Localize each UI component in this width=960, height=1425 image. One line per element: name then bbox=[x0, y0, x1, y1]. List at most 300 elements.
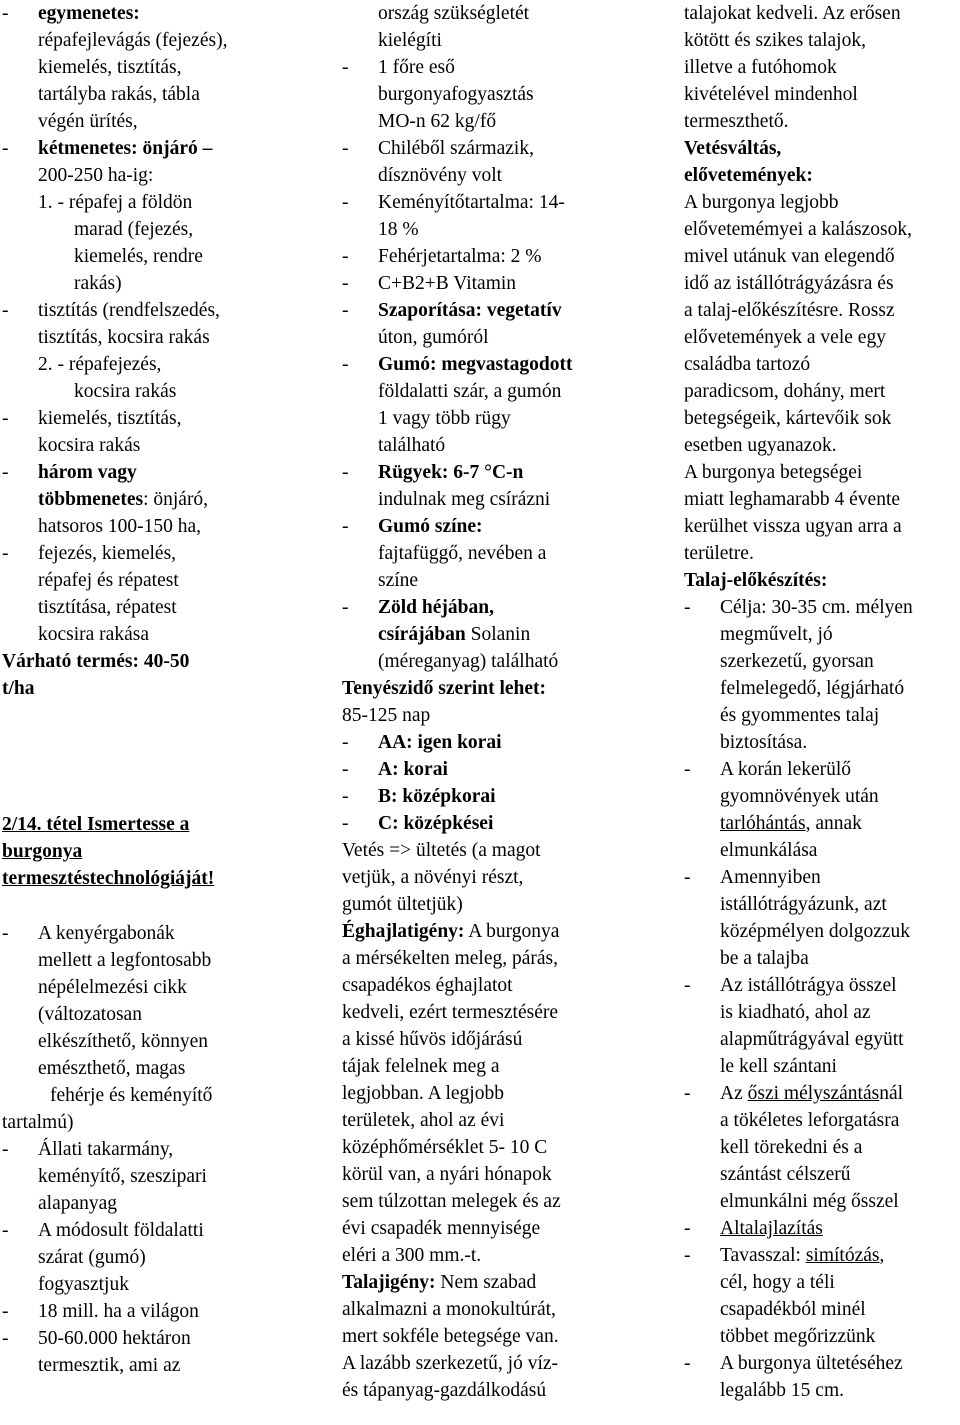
text-line bbox=[720, 1107, 899, 1134]
text-run: kocsira rakás bbox=[74, 381, 177, 402]
text-run: be a talajba bbox=[720, 948, 809, 969]
text-run: keményítő, szeszipari bbox=[38, 1166, 207, 1187]
text-line bbox=[38, 1271, 129, 1298]
text-line bbox=[684, 108, 789, 135]
text-line bbox=[38, 432, 140, 459]
text-run: A burgonya betegségei bbox=[684, 462, 863, 483]
text-line bbox=[342, 243, 542, 270]
text-line bbox=[2, 1325, 191, 1352]
text-line bbox=[342, 999, 558, 1026]
bullet-dash: - bbox=[342, 57, 349, 78]
text-line bbox=[342, 891, 463, 918]
text-run: körül van, a nyári hónapok bbox=[342, 1164, 552, 1185]
text-line bbox=[720, 621, 833, 648]
section-heading: 2/14. tétel Ismertesse a bbox=[2, 814, 190, 835]
text-line bbox=[342, 864, 523, 891]
text-run: kocsira rakása bbox=[38, 624, 149, 645]
text-line bbox=[342, 837, 541, 864]
bullet-dash: - bbox=[342, 786, 349, 807]
text-run: 85-125 nap bbox=[342, 705, 431, 726]
bullet-dash: - bbox=[2, 923, 9, 944]
text-run: szárat (gumó) bbox=[38, 1247, 146, 1268]
text-line bbox=[38, 189, 192, 216]
text-line bbox=[378, 621, 530, 648]
text-run: hatsoros 100-150 ha, bbox=[38, 516, 202, 537]
bullet-dash: - bbox=[342, 354, 349, 375]
text-line bbox=[74, 243, 203, 270]
bold-term: A: korai bbox=[378, 759, 448, 780]
text-line bbox=[2, 1136, 174, 1163]
text-line bbox=[342, 810, 494, 837]
text-line bbox=[684, 162, 813, 189]
text-line bbox=[378, 540, 546, 567]
bullet-dash: - bbox=[684, 1218, 691, 1239]
text-line bbox=[38, 1001, 142, 1028]
text-line bbox=[38, 81, 200, 108]
text-run: Célja: 30-35 cm. mélyen bbox=[720, 597, 913, 618]
bullet-dash: - bbox=[342, 246, 349, 267]
bold-term: AA: igen korai bbox=[378, 732, 502, 753]
text-line bbox=[2, 811, 189, 838]
bold-term: C: középkései bbox=[378, 813, 494, 834]
text-line bbox=[38, 513, 201, 540]
bullet-dash: - bbox=[342, 813, 349, 834]
text-line bbox=[684, 1242, 885, 1269]
text-run: Nem szabad bbox=[435, 1272, 537, 1293]
text-line bbox=[342, 756, 448, 783]
text-run: kiemelés, rendre bbox=[74, 246, 203, 267]
bold-term: Szaporítása: vegetatív bbox=[378, 300, 562, 321]
bullet-dash: - bbox=[2, 408, 9, 429]
text-run: Vetés => ültetés (a magot bbox=[342, 840, 541, 861]
text-line bbox=[720, 783, 879, 810]
text-run: kedveli, ezért termesztésére bbox=[342, 1002, 558, 1023]
text-line bbox=[38, 324, 210, 351]
bold-term: Zöld héjában, bbox=[378, 597, 494, 618]
text-run: Tavasszal: simítózás, bbox=[720, 1245, 885, 1266]
text-line bbox=[720, 702, 879, 729]
text-run: fehérje és keményítő bbox=[50, 1085, 213, 1106]
text-line bbox=[342, 1269, 536, 1296]
bullet-dash: - bbox=[684, 1353, 691, 1374]
text-run: mellett a legfontosabb bbox=[38, 950, 212, 971]
text-line bbox=[684, 864, 821, 891]
text-line bbox=[720, 810, 862, 837]
text-line bbox=[684, 270, 894, 297]
text-run: elővetemémyei a kalászosok, bbox=[684, 219, 912, 240]
text-line bbox=[684, 243, 895, 270]
text-run: legjobban. A legjobb bbox=[342, 1083, 504, 1104]
text-run: tartalmú) bbox=[2, 1112, 74, 1133]
text-run: úton, gumóról bbox=[378, 327, 489, 348]
text-run: Az istállótrágya összel bbox=[720, 975, 897, 996]
text-run: répafej és répatest bbox=[38, 570, 179, 591]
text-line bbox=[342, 1377, 546, 1404]
text-run: emészthető, magas bbox=[38, 1058, 186, 1079]
text-run: középhőmérséklet 5- 10 C bbox=[342, 1137, 548, 1158]
text-run: szerkezetű, gyorsan bbox=[720, 651, 874, 672]
bullet-dash: - bbox=[684, 1083, 691, 1104]
text-run: nál bbox=[879, 1083, 904, 1104]
text-line bbox=[2, 405, 182, 432]
text-line bbox=[342, 972, 513, 999]
bold-term: elővetemények: bbox=[684, 165, 813, 186]
text-line bbox=[342, 513, 483, 540]
underlined-term: simítózás bbox=[805, 1245, 880, 1266]
bold-term: Talajigény: bbox=[342, 1272, 436, 1293]
text-run: végén ürítés, bbox=[38, 111, 138, 132]
text-run: elmunkálása bbox=[720, 840, 818, 861]
text-run: Az őszi mélyszántásnál bbox=[720, 1083, 904, 1104]
text-run: a tökéletes leforgatásra bbox=[720, 1110, 900, 1131]
text-line bbox=[720, 918, 910, 945]
text-run: kötött és szikes talajok, bbox=[684, 30, 866, 51]
text-line bbox=[2, 648, 189, 675]
text-line bbox=[684, 216, 912, 243]
text-line bbox=[378, 432, 445, 459]
bold-term: három vagy bbox=[38, 462, 137, 483]
text-line bbox=[684, 135, 781, 162]
text-run: fejezés, kiemelés, bbox=[38, 543, 177, 564]
text-line bbox=[684, 1350, 903, 1377]
text-run: rakás) bbox=[74, 273, 122, 294]
bold-term: Gumó: megvastagodott bbox=[378, 354, 573, 375]
text-line bbox=[38, 621, 149, 648]
bold-term: B: középkorai bbox=[378, 786, 496, 807]
text-line bbox=[684, 405, 891, 432]
text-run: kell törekedni és a bbox=[720, 1137, 863, 1158]
text-run: kielégíti bbox=[378, 30, 442, 51]
bullet-dash: - bbox=[342, 138, 349, 159]
text-run: 18 mill. ha a világon bbox=[38, 1301, 199, 1322]
bold-term: t/ha bbox=[2, 678, 35, 699]
text-line bbox=[720, 837, 817, 864]
text-line bbox=[342, 729, 502, 756]
text-line bbox=[342, 1080, 504, 1107]
text-run: is kiadható, ahol az bbox=[720, 1002, 871, 1023]
text-line bbox=[720, 1134, 862, 1161]
text-line bbox=[684, 594, 913, 621]
text-run: répafejlevágás (fejezés), bbox=[38, 30, 228, 51]
underlined-term: Altalajlazítás bbox=[720, 1218, 823, 1239]
text-line bbox=[2, 1298, 199, 1325]
text-run: le kell szántani bbox=[720, 1056, 837, 1077]
text-line bbox=[684, 324, 886, 351]
text-run: (méreganyag) található bbox=[378, 651, 559, 672]
text-line bbox=[342, 1350, 558, 1377]
text-line bbox=[342, 1107, 504, 1134]
text-line bbox=[342, 1215, 540, 1242]
text-line bbox=[2, 1109, 73, 1136]
bullet-dash: - bbox=[342, 597, 349, 618]
text-run: elmunkálni még ősszel bbox=[720, 1191, 899, 1212]
text-run: termesztik, ami az bbox=[38, 1355, 181, 1376]
text-line bbox=[342, 135, 534, 162]
text-line bbox=[684, 972, 897, 999]
text-run: kerülhet vissza ugyan arra a bbox=[684, 516, 902, 537]
text-line bbox=[684, 351, 810, 378]
text-line bbox=[2, 920, 175, 947]
text-run: a mérsékelten meleg, párás, bbox=[342, 948, 559, 969]
text-line bbox=[38, 1055, 185, 1082]
text-line bbox=[684, 459, 862, 486]
text-run: talajokat kedveli. Az erősen bbox=[684, 3, 901, 24]
bold-term: Tenyészidő szerint lehet: bbox=[342, 678, 546, 699]
text-line bbox=[720, 648, 874, 675]
text-line bbox=[684, 756, 852, 783]
text-run: Amennyiben bbox=[720, 867, 821, 888]
text-line bbox=[378, 162, 502, 189]
bullet-dash: - bbox=[342, 273, 349, 294]
text-line bbox=[74, 378, 176, 405]
bold-term: kétmenetes: önjáró – bbox=[38, 138, 213, 159]
text-line bbox=[342, 702, 430, 729]
text-line bbox=[378, 216, 419, 243]
text-run: vetjük, a növényi részt, bbox=[342, 867, 524, 888]
text-run: illetve a futóhomok bbox=[684, 57, 837, 78]
text-run: megvastagodott bbox=[436, 354, 573, 375]
text-run: A burgonya ültetéséhez bbox=[720, 1353, 903, 1374]
text-line bbox=[378, 405, 511, 432]
text-line bbox=[720, 1053, 837, 1080]
text-run: indulnak meg csírázni bbox=[378, 489, 551, 510]
text-line bbox=[2, 1217, 204, 1244]
text-run: A módosult földalatti bbox=[38, 1220, 204, 1241]
bold-term: Várható termés: 40-50 bbox=[2, 651, 190, 672]
text-line bbox=[378, 567, 418, 594]
text-line bbox=[2, 297, 220, 324]
text-run: cél, hogy a téli bbox=[720, 1272, 835, 1293]
text-run: gumót ültetjük) bbox=[342, 894, 463, 915]
text-run: középmélyen dolgozzuk bbox=[720, 921, 911, 942]
bullet-dash: - bbox=[2, 3, 9, 24]
bullet-dash: - bbox=[2, 543, 9, 564]
text-run: eléri a 300 mm.-t. bbox=[342, 1245, 482, 1266]
text-run: tisztítása, répatest bbox=[38, 597, 177, 618]
text-line bbox=[74, 270, 122, 297]
text-run: családba tartozó bbox=[684, 354, 811, 375]
bullet-dash: - bbox=[2, 1301, 9, 1322]
text-run: marad (fejezés, bbox=[74, 219, 194, 240]
text-line bbox=[378, 81, 534, 108]
text-run: termeszthető. bbox=[684, 111, 789, 132]
text-run: csapadékból minél bbox=[720, 1299, 866, 1320]
bold-term: Vetésváltás, bbox=[684, 138, 782, 159]
text-line bbox=[2, 459, 137, 486]
text-line bbox=[378, 486, 550, 513]
text-line bbox=[720, 1026, 904, 1053]
text-line bbox=[342, 1053, 500, 1080]
text-run: évi csapadék mennyisége bbox=[342, 1218, 541, 1239]
text-line bbox=[684, 540, 754, 567]
text-run: tisztítás, kocsira rakás bbox=[38, 327, 210, 348]
text-line bbox=[342, 945, 558, 972]
text-run: 1 főre eső bbox=[378, 57, 455, 78]
text-run: 50-60.000 hektáron bbox=[38, 1328, 191, 1349]
text-run: Keményítőtartalma: 14- bbox=[378, 192, 565, 213]
text-line bbox=[720, 1188, 899, 1215]
text-line bbox=[342, 189, 565, 216]
text-run: sem túlzottan melegek és az bbox=[342, 1191, 561, 1212]
text-line bbox=[684, 378, 885, 405]
text-run: kiemelés, tisztítás, bbox=[38, 408, 182, 429]
text-line bbox=[2, 865, 214, 892]
bullet-dash: - bbox=[2, 462, 9, 483]
text-run: többet megőrizzünk bbox=[720, 1326, 876, 1347]
text-run: csapadékos éghajlatot bbox=[342, 975, 513, 996]
text-run: földalatti szár, a gumón bbox=[378, 381, 562, 402]
text-run: mivel utánuk van elegendő bbox=[684, 246, 895, 267]
text-line bbox=[342, 270, 517, 297]
text-run: A kenyérgabonák bbox=[38, 923, 175, 944]
text-line bbox=[720, 945, 809, 972]
text-line bbox=[720, 1377, 844, 1404]
bullet-dash: - bbox=[684, 975, 691, 996]
text-line bbox=[38, 486, 208, 513]
text-line bbox=[38, 947, 211, 974]
text-run: Solanin bbox=[465, 624, 531, 645]
text-line bbox=[2, 838, 82, 865]
text-run: fogyasztjuk bbox=[38, 1274, 129, 1295]
bullet-dash: - bbox=[684, 759, 691, 780]
text-run: kocsira rakás bbox=[38, 435, 141, 456]
text-run: miatt leghamarabb 4 évente bbox=[684, 489, 901, 510]
bold-term: Talaj-előkészítés: bbox=[684, 570, 828, 591]
text-run: kivételével mindenhol bbox=[684, 84, 858, 105]
text-line bbox=[720, 1161, 850, 1188]
bold-term: Gumó színe: bbox=[378, 516, 483, 537]
bullet-dash: - bbox=[342, 192, 349, 213]
text-line bbox=[38, 974, 187, 1001]
text-line bbox=[38, 1163, 207, 1190]
text-line bbox=[378, 378, 561, 405]
text-line bbox=[720, 999, 871, 1026]
bullet-dash: - bbox=[684, 597, 691, 618]
text-run: biztosítása. bbox=[720, 732, 808, 753]
bullet-dash: - bbox=[2, 1220, 9, 1241]
text-line bbox=[38, 1190, 117, 1217]
bold-term: többmenetes bbox=[38, 489, 144, 510]
text-line bbox=[342, 1134, 547, 1161]
text-run: Chiléből származik, bbox=[378, 138, 534, 159]
section-heading: termesztéstechnológiáját! bbox=[2, 868, 215, 889]
text-run: 1. - répafej a földön bbox=[38, 192, 193, 213]
text-line bbox=[684, 432, 837, 459]
text-line bbox=[38, 54, 182, 81]
text-line bbox=[720, 1296, 866, 1323]
text-line bbox=[684, 1080, 904, 1107]
text-line bbox=[342, 594, 494, 621]
text-run: színe bbox=[378, 570, 419, 591]
bullet-dash: - bbox=[342, 462, 349, 483]
text-line bbox=[342, 1323, 559, 1350]
text-run: mert sokféle betegsége van. bbox=[342, 1326, 559, 1347]
text-run: A burgonya legjobb bbox=[684, 192, 839, 213]
text-line bbox=[720, 1269, 835, 1296]
text-line bbox=[342, 1242, 481, 1269]
bullet-dash: - bbox=[2, 1328, 9, 1349]
text-line bbox=[684, 81, 858, 108]
text-run: és tápanyag-gazdálkodású bbox=[342, 1380, 547, 1401]
text-run: tájak felelnek meg a bbox=[342, 1056, 500, 1077]
bullet-dash: - bbox=[342, 300, 349, 321]
text-line bbox=[38, 162, 153, 189]
text-line bbox=[342, 54, 455, 81]
bold-term: Rügyek: 6-7 °C-n bbox=[378, 462, 524, 483]
text-run: 1 vagy több rügy bbox=[378, 408, 511, 429]
text-line bbox=[342, 459, 524, 486]
text-line bbox=[2, 0, 140, 27]
text-run: 2. - répafejezés, bbox=[38, 354, 162, 375]
text-line bbox=[378, 648, 558, 675]
text-line bbox=[684, 486, 900, 513]
text-run: (változatosan bbox=[38, 1004, 142, 1025]
text-line bbox=[378, 324, 489, 351]
text-run: 18 % bbox=[378, 219, 419, 240]
bullet-dash: - bbox=[684, 867, 691, 888]
text-run: , bbox=[879, 1245, 885, 1266]
bold-term: Éghajlatigény: bbox=[342, 921, 465, 942]
text-run: felmelegedő, légjárható bbox=[720, 678, 905, 699]
text-line bbox=[74, 216, 193, 243]
text-run: alapanyag bbox=[38, 1193, 118, 1214]
text-run: található bbox=[378, 435, 446, 456]
text-line bbox=[378, 27, 442, 54]
text-line bbox=[684, 0, 901, 27]
text-run: C+B2+B Vitamin bbox=[378, 273, 517, 294]
text-run: elkészíthető, könnyen bbox=[38, 1031, 209, 1052]
text-line bbox=[38, 108, 138, 135]
text-line bbox=[2, 135, 213, 162]
text-run: burgonyafogyasztás bbox=[378, 84, 534, 105]
text-line bbox=[378, 0, 529, 27]
text-run: legalább 15 cm. bbox=[720, 1380, 844, 1401]
text-line bbox=[342, 297, 562, 324]
text-run: A burgonya bbox=[464, 921, 560, 942]
text-run: A korán lekerülő bbox=[720, 759, 852, 780]
bullet-dash: - bbox=[342, 759, 349, 780]
text-line bbox=[378, 108, 496, 135]
text-line bbox=[684, 189, 839, 216]
text-line bbox=[720, 1323, 875, 1350]
text-line bbox=[38, 1244, 146, 1271]
text-line bbox=[2, 675, 35, 702]
text-line bbox=[38, 594, 177, 621]
text-line bbox=[342, 351, 573, 378]
text-line bbox=[50, 1082, 212, 1109]
text-run: megművelt, jó bbox=[720, 624, 833, 645]
bullet-dash: - bbox=[342, 516, 349, 537]
text-run: istállótrágyázunk, azt bbox=[720, 894, 887, 915]
section-heading: burgonya bbox=[2, 841, 83, 862]
text-line bbox=[2, 540, 177, 567]
bullet-dash: - bbox=[2, 1139, 9, 1160]
text-run: MO-n 62 kg/fő bbox=[378, 111, 497, 132]
text-line bbox=[342, 783, 496, 810]
text-run: A lazább szerkezetű, jó víz- bbox=[342, 1353, 559, 1374]
text-run: , annak bbox=[805, 813, 862, 834]
bullet-dash: - bbox=[2, 300, 9, 321]
text-run: gyomnövények után bbox=[720, 786, 879, 807]
text-line bbox=[38, 1352, 180, 1379]
text-run: népélelmezési cikk bbox=[38, 977, 187, 998]
text-run: vegetatív bbox=[482, 300, 562, 321]
text-line bbox=[684, 1215, 823, 1242]
text-line bbox=[684, 567, 827, 594]
text-line bbox=[38, 27, 227, 54]
text-line bbox=[342, 1296, 556, 1323]
text-line bbox=[342, 1161, 552, 1188]
